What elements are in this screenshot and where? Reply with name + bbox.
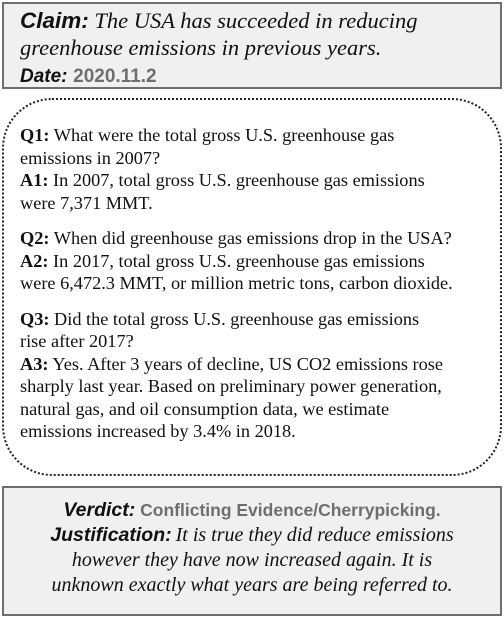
question-line — [20, 124, 500, 147]
answer-text: sharply last year. Based on preliminary power generation, — [20, 376, 442, 396]
claim-label: Claim: — [20, 8, 89, 33]
date-value: 2020.11.2 — [73, 66, 157, 87]
justification-label: Justification: — [50, 524, 172, 546]
claim-line-2 — [20, 34, 500, 61]
answer-line — [20, 192, 500, 215]
qa-group — [20, 124, 500, 214]
question-text: Did the total gross U.S. greenhouse gas emissions — [54, 308, 420, 329]
question-text: rise after 2017? — [20, 331, 134, 351]
verdict-box — [2, 486, 502, 616]
date-label: Date: — [20, 66, 68, 87]
answer-label: A1: — [20, 170, 49, 190]
justification-line2 — [12, 548, 492, 573]
verdict-line — [12, 498, 492, 523]
answer-line — [20, 169, 500, 192]
justification-text-2: however they have now increased again. It is — [71, 549, 433, 571]
verdict-value: Conflicting Evidence/Cherrypicking. — [140, 500, 441, 520]
question-label: Q3: — [20, 308, 50, 329]
answer-text: Yes. After 3 years of decline, US CO2 emissions rose — [52, 353, 443, 374]
justification-text-3: unknown exactly what years are being referred to. — [51, 574, 453, 596]
justification-line3 — [12, 573, 492, 598]
answer-text: emissions increased by 3.4% in 2018. — [20, 421, 296, 441]
question-label: Q2: — [20, 228, 50, 248]
answer-line — [20, 272, 500, 295]
answer-line — [20, 250, 500, 273]
justification-line1 — [12, 523, 492, 548]
answer-text: were 7,371 MMT. — [20, 192, 153, 213]
question-text: When did greenhouse gas emissions drop in the USA? — [53, 228, 452, 248]
answer-line — [20, 398, 500, 421]
answer-label: A3: — [20, 353, 49, 374]
answer-line — [20, 353, 500, 376]
answer-line — [20, 420, 500, 443]
question-line — [20, 308, 500, 331]
claim-text-line2: greenhouse emissions in previous years. — [20, 35, 382, 60]
question-label: Q1: — [20, 125, 50, 145]
claim-box — [2, 2, 502, 89]
justification-text-1: It is true they did reduce emissions — [175, 524, 454, 546]
qa-group — [20, 227, 500, 295]
question-text: emissions in 2007? — [20, 147, 161, 168]
question-line — [20, 330, 500, 353]
qa-evidence-box — [2, 98, 502, 476]
claim-line — [20, 7, 500, 34]
answer-text: In 2007, total gross U.S. greenhouse gas emissions — [53, 170, 425, 190]
answer-text: were 6,472.3 MMT, or million metric tons, carbon dioxide. — [20, 273, 453, 293]
question-line — [20, 147, 500, 170]
question-line — [20, 227, 500, 250]
answer-text: natural gas, and oil consumption data, we estimate — [20, 398, 390, 419]
question-text: What were the total gross U.S. greenhouse gas — [53, 125, 395, 145]
answer-label: A2: — [20, 250, 49, 271]
claim-text-line1: The USA has succeeded in reducing — [94, 8, 418, 33]
answer-text: In 2017, total gross U.S. greenhouse gas emissions — [53, 250, 425, 271]
qa-group — [20, 308, 500, 443]
verdict-label: Verdict: — [63, 499, 136, 521]
date-line — [20, 61, 500, 90]
answer-line — [20, 375, 500, 398]
